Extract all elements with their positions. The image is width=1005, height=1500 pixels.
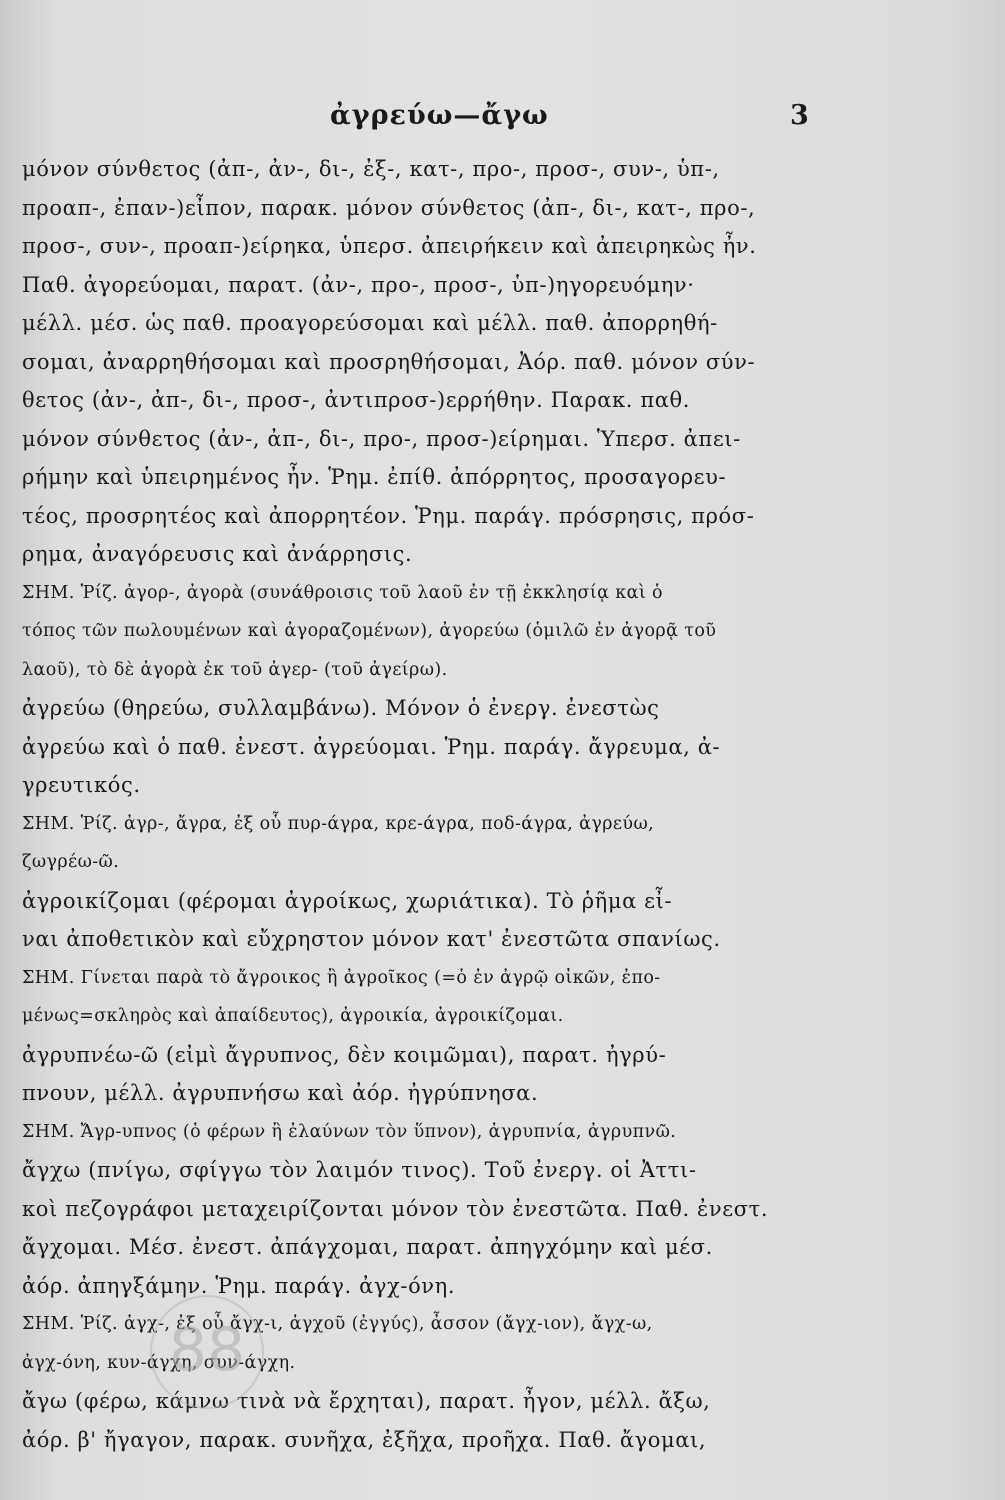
- text-line: ἀόρ. β' ἤγαγον, παρακ. συνῆχα, ἐξῆχα, προῆχα. Παθ. ἄγομαι,: [22, 1427, 707, 1452]
- text-line: ἀγρυπνέω-ῶ (εἰμὶ ἄγρυπνος, δὲν κοιμῶμαι), παρατ. ἠγρύ-: [22, 1042, 667, 1067]
- text-line: ναι ἀποθετικὸν καὶ εὔχρηστον μόνον κατ' ἐνεστῶτα σπανίως.: [22, 927, 721, 951]
- text-line: ζωγρέω-ῶ.: [22, 852, 120, 872]
- text-line: ρημα, ἀναγόρευσις καὶ ἀνάρρησις.: [22, 542, 413, 566]
- text-line: μέλλ. μέσ. ὡς παθ. προαγορεύσομαι καὶ μέλλ. παθ. ἀπορρηθή-: [22, 311, 718, 335]
- faded-stamp: 88: [150, 1295, 264, 1409]
- text-line: ΣΗΜ. Γίνεται παρὰ τὸ ἄγροικος ἢ ἀγροῖκος (=ὁ ἐν ἀγρῷ οἰκῶν, ἐπο-: [22, 967, 661, 988]
- text-line: θετος (ἀν-, ἀπ-, δι-, προσ-, ἀντιπροσ-)ερρήθην. Παρακ. παθ.: [22, 388, 691, 412]
- running-head: ἀγρεύω—ἄγω: [330, 100, 549, 131]
- text-line: πνουν, μέλλ. ἀγρυπνήσω καὶ ἀόρ. ἠγρύπνησα.: [22, 1081, 539, 1105]
- text-line: ἀγροικίζομαι (φέρομαι ἀγροίκως, χωριάτικα). Τὸ ῥῆμα εἶ-: [22, 888, 673, 913]
- text-line: ΣΗΜ. Ῥίζ. ἀγορ-, ἀγορὰ (συνάθροισις τοῦ λαοῦ ἐν τῇ ἐκκλησίᾳ καὶ ὁ: [22, 582, 663, 603]
- text-line: ἄγχω (πνίγω, σφίγγω τὸν λαιμόν τινος). Τοῦ ἐνεργ. οἱ Ἀττι-: [22, 1158, 697, 1182]
- text-line: ἀόρ. ἀπηγξάμην. Ῥημ. παράγ. ἀγχ-όνη.: [22, 1273, 456, 1298]
- text-line: ΣΗΜ. Ῥίζ. ἀγρ-, ἄγρα, ἐξ οὗ πυρ-άγρα, κρε-άγρα, ποδ-άγρα, ἀγρεύω,: [22, 813, 655, 834]
- text-line: τόπος τῶν πωλουμένων καὶ ἀγοραζομένων), ἀγορεύω (ὁμιλῶ ἐν ἀγορᾷ τοῦ: [22, 621, 717, 641]
- text-line: κοὶ πεζογράφοι μεταχειρίζονται μόνον τὸν ἐνεστῶτα. Παθ. ἐνεστ.: [22, 1196, 769, 1221]
- text-line: ἀγχ-όνη, κυν-άγχη, συν-άγχη.: [22, 1352, 296, 1373]
- text-line: μένως=σκληρὸς καὶ ἀπαίδευτος), ἀγροικία, ἀγροικίζομαι.: [22, 1006, 564, 1026]
- text-line: Παθ. ἀγορεύομαι, παρατ. (ἀν-, προ-, προσ-, ὑπ-)ηγορευόμην·: [22, 272, 695, 297]
- text-line: γρευτικός.: [22, 773, 141, 797]
- text-line: ἀγρεύω καὶ ὁ παθ. ἐνεστ. ἀγρεύομαι. Ῥημ. παράγ. ἄγρευμα, ἀ-: [22, 734, 721, 759]
- text-line: ἀγρεύω (θηρεύω, συλλαμβάνω). Μόνον ὁ ἐνεργ. ἐνεστὼς: [22, 696, 660, 720]
- text-line: προσ-, συν-, προαπ-)είρηκα, ὑπερσ. ἀπειρήκειν καὶ ἀπειρηκὼς ἦν.: [22, 234, 757, 258]
- text-line: τέος, προσρητέος καὶ ἀπορρητέον. Ῥημ. παράγ. πρόσρησις, πρόσ-: [22, 503, 755, 528]
- dictionary-text: [22, 150, 832, 1459]
- page-number: 3: [790, 100, 809, 131]
- text-line: μόνον σύνθετος (ἀπ-, ἀν-, δι-, ἐξ-, κατ-, προ-, προσ-, συν-, ὑπ-,: [22, 157, 720, 181]
- text-line: ἄγχομαι. Μέσ. ἐνεστ. ἀπάγχομαι, παρατ. ἀπηγχόμην καὶ μέσ.: [22, 1235, 713, 1259]
- text-line: προαπ-, ἐπαν-)εἶπον, παρακ. μόνον σύνθετος (ἀπ-, δι-, κατ-, προ-,: [22, 195, 756, 220]
- text-line: ΣΗΜ. Ῥίζ. ἀγχ-, ἐξ οὗ ἄγχ-ι, ἀγχοῦ (ἐγγύς), ἆσσον (ἄγχ-ιον), ἄγχ-ω,: [22, 1314, 653, 1334]
- text-line: ΣΗΜ. Ἄγρ-υπνος (ὁ φέρων ἢ ἐλαύνων τὸν ὕπνον), ἀγρυπνία, ἀγρυπνῶ.: [22, 1121, 677, 1142]
- text-line: μόνον σύνθετος (ἀν-, ἀπ-, δι-, προ-, προσ-)είρημαι. Ὑπερσ. ἀπει-: [22, 426, 741, 451]
- text-line: σομαι, ἀναρρηθήσομαι καὶ προσρηθήσομαι, Ἀόρ. παθ. μόνον σύν-: [22, 349, 756, 374]
- text-line: ρήμην καὶ ὑπειρημένος ἦν. Ῥημ. ἐπίθ. ἀπόρρητος, προσαγορευ-: [22, 465, 727, 489]
- text-line: ἄγω (φέρω, κάμνω τινὰ νὰ ἔρχηται), παρατ. ἦγον, μέλλ. ἄξω,: [22, 1389, 711, 1413]
- page-header: [0, 100, 1005, 140]
- text-line: λαοῦ), τὸ δὲ ἀγορὰ ἐκ τοῦ ἀγερ- (τοῦ ἀγείρω).: [22, 659, 448, 680]
